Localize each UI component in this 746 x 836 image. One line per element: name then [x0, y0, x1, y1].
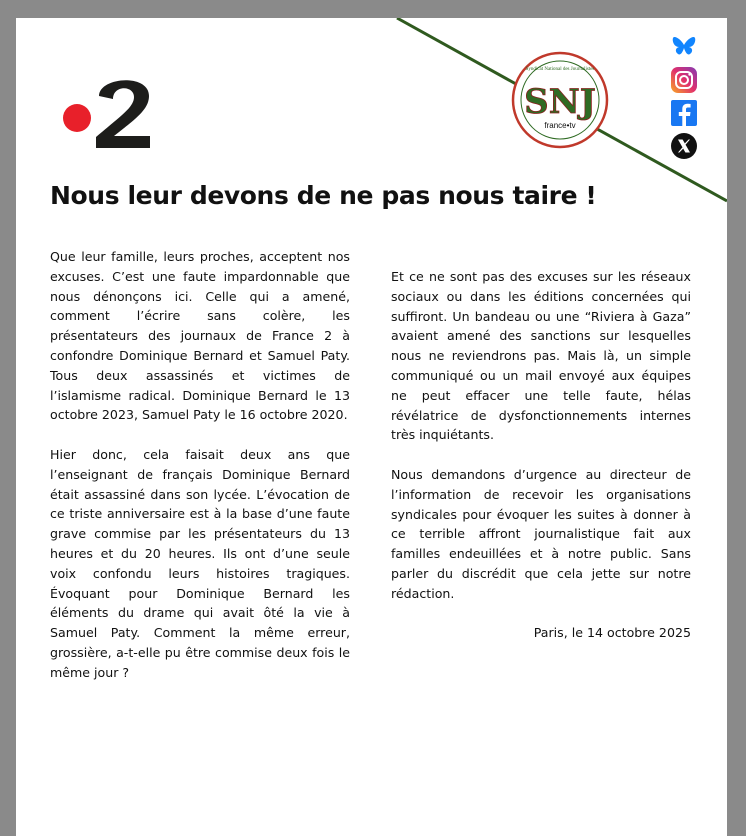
- paragraph: Hier donc, cela faisait deux ans que l’enseignant de français Dominique Bernard était assassiné dans son lycée. L’évocation de ce triste anniversaire est à la base d’une faute grave commise par les présentateurs du 13 heures et du 20 heures. Ils ont d’une seule voix confondu leurs histoires tragiques. Évoquant pour Dominique Bernard les éléments du drame qui avait ôté la vie à Samuel Paty. Comment la même erreur, grossière, a-t-elle pu être commise deux fois le même jour ?: [50, 446, 350, 680]
- signature-date: Paris, le 14 octobre 2025: [533, 625, 691, 641]
- svg-text:SNJ: SNJ: [524, 82, 596, 122]
- page-title: Nous leur devons de ne pas nous taire !: [50, 181, 597, 210]
- snj-logo: [511, 51, 609, 149]
- paragraph: Que leur famille, leurs proches, acceptent nos excuses. C’est une faute impardonnable que nous dénonçons ici. Celle qui a amené, comment l’écrire sans colère, les présentateurs des journaux de France 2 à confondre Dominique Bernard et Samuel Paty. Tous deux assassinés et victimes de l’islamisme radical. Dominique Bernard le 13 octobre 2023, Samuel Paty le 16 octobre 2020.: [50, 249, 350, 423]
- press-release-page: [16, 18, 727, 836]
- facebook-icon[interactable]: [669, 98, 699, 128]
- paragraph: Et ce ne sont pas des excuses sur les réseaux sociaux ou dans les éditions concernées qui suffiront. Un bandeau ou une “Riviera à Gaza” avaient amené des sanctions sur lesquelles nous ne reviendrons pas. Mais là, un simple communiqué ou un mail envoyé aux équipes ne peut effacer une telle faute, hélas révélatrice de dysfonctionnements internes très inquiétants.: [391, 269, 691, 443]
- left-column: [50, 247, 350, 702]
- svg-text:Syndicat National des Journali: Syndicat National des Journalistes: [525, 67, 595, 72]
- svg-text:france•tv: france•tv: [544, 121, 576, 130]
- paragraph: Nous demandons d’urgence au directeur de l’information de recevoir les organisations syndicales pour évoquer les suites à donner à ce terrible affront journalistique fait aux familles endeuillées et à notre public. Sans parler du discrédit que cela jette sur notre rédaction.: [391, 466, 691, 601]
- instagram-icon[interactable]: [669, 65, 699, 95]
- france-2-logo: [62, 70, 172, 160]
- x-icon[interactable]: [669, 131, 699, 161]
- right-column: [391, 267, 691, 663]
- bluesky-icon[interactable]: [669, 32, 699, 62]
